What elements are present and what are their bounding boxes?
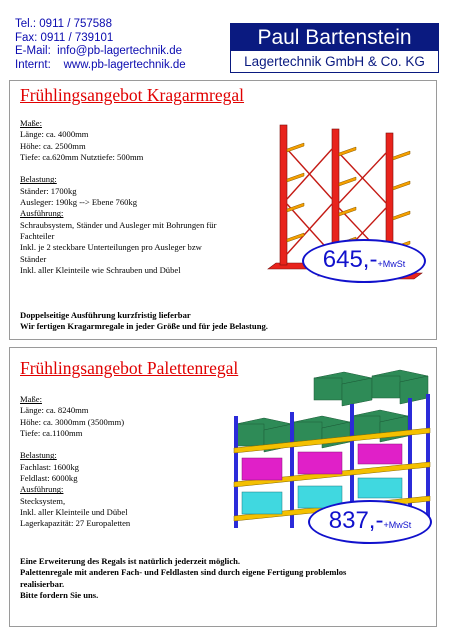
offer-pallet-section [9,347,437,627]
detail-line: Länge: ca. 4000mm [20,129,89,140]
note-line: Wir fertigen Kragarmregale in jeder Größe und für jede Belastung. [20,321,268,332]
section-label: Belastung: [20,174,57,185]
offer-title: Frühlingsangebot Kragarmregal [20,85,245,105]
company-subtitle: Lagertechnik GmbH & Co. KG [244,54,425,69]
section-label: Ausführung: [20,484,64,495]
note-line: Eine Erweiterung des Regals ist natürlich jederzeit möglich. [20,556,241,566]
note-line: realisierbar. [20,578,65,589]
detail-line: Feldlast: 6000kg [20,473,78,484]
spacer [20,163,216,174]
detail-line: Tiefe: ca.620mm Nutztiefe: 500mm [20,151,144,162]
detail-line: Ständer [20,253,47,264]
offer-cantilever-section [9,80,437,340]
detail-line: Inkl. aller Kleinteile und Dübel [20,506,128,517]
detail-line: Inkl. je 2 steckbare Unterteilungen pro Ausleger bzw [20,242,202,253]
offer-notes [20,556,346,601]
phone-number: Tel.: 0911 / 757588 [15,18,112,30]
section-label: Belastung: [20,450,57,461]
detail-line: Höhe: ca. 2500mm [20,140,86,151]
detail-line: Tiefe: ca.1100mm [20,427,83,438]
offer-details [20,118,216,276]
email-label: E-Mail: [15,45,51,57]
note-line: Bitte fordern Sie uns. [20,589,99,600]
price-suffix: +MwSt [383,520,412,530]
offer-details [20,394,130,530]
detail-line: Ständer: 1700kg [20,185,77,196]
note-line: Palettenregale mit anderen Fach- und Feldlasten sind durch eigene Fertigung problemlos [20,567,347,578]
spacer [20,439,130,450]
contact-block [15,18,186,72]
price-badge [308,500,432,544]
detail-line: Fachlast: 1600kg [20,461,79,472]
price-suffix: +MwSt [377,259,406,269]
web-label: Internt: [15,58,51,71]
company-logo [230,23,439,73]
detail-line: Lagerkapazität: 27 Europaletten [20,518,131,529]
offer-title: Frühlingsangebot Palettenregal [20,358,239,378]
note-line: Doppelseitige Ausführung kurzfristig lieferbar [20,310,191,320]
detail-line: Inkl. aller Kleinteile wie Schrauben und Dübel [20,264,181,275]
company-name: Paul Bartenstein [231,24,438,51]
fax-number: Fax: 0911 / 739101 [15,31,114,44]
detail-line: Fachteiler [20,230,55,241]
detail-line: Ausleger: 190kg --> Ebene 760kg [20,197,138,208]
email-link[interactable]: info@pb-lagertechnik.de [57,45,183,57]
offer-notes [20,310,268,333]
section-label: Maße: [20,118,42,128]
price-value: 837,- [328,507,384,534]
detail-line: Schraubsystem, Ständer und Ausleger mit Bohrungen für [20,219,217,230]
price-value: 645,- [322,246,378,273]
section-label: Ausführung: [20,208,64,219]
detail-line: Stecksystem, [20,495,66,506]
web-row [15,59,186,73]
email-row [15,45,186,59]
section-label: Maße: [20,394,42,404]
detail-line: Länge: ca. 8240mm [20,405,89,416]
price-badge [302,239,426,283]
web-link[interactable]: www.pb-lagertechnik.de [63,58,186,71]
detail-line: Höhe: ca. 3000mm (3500mm) [20,416,125,427]
